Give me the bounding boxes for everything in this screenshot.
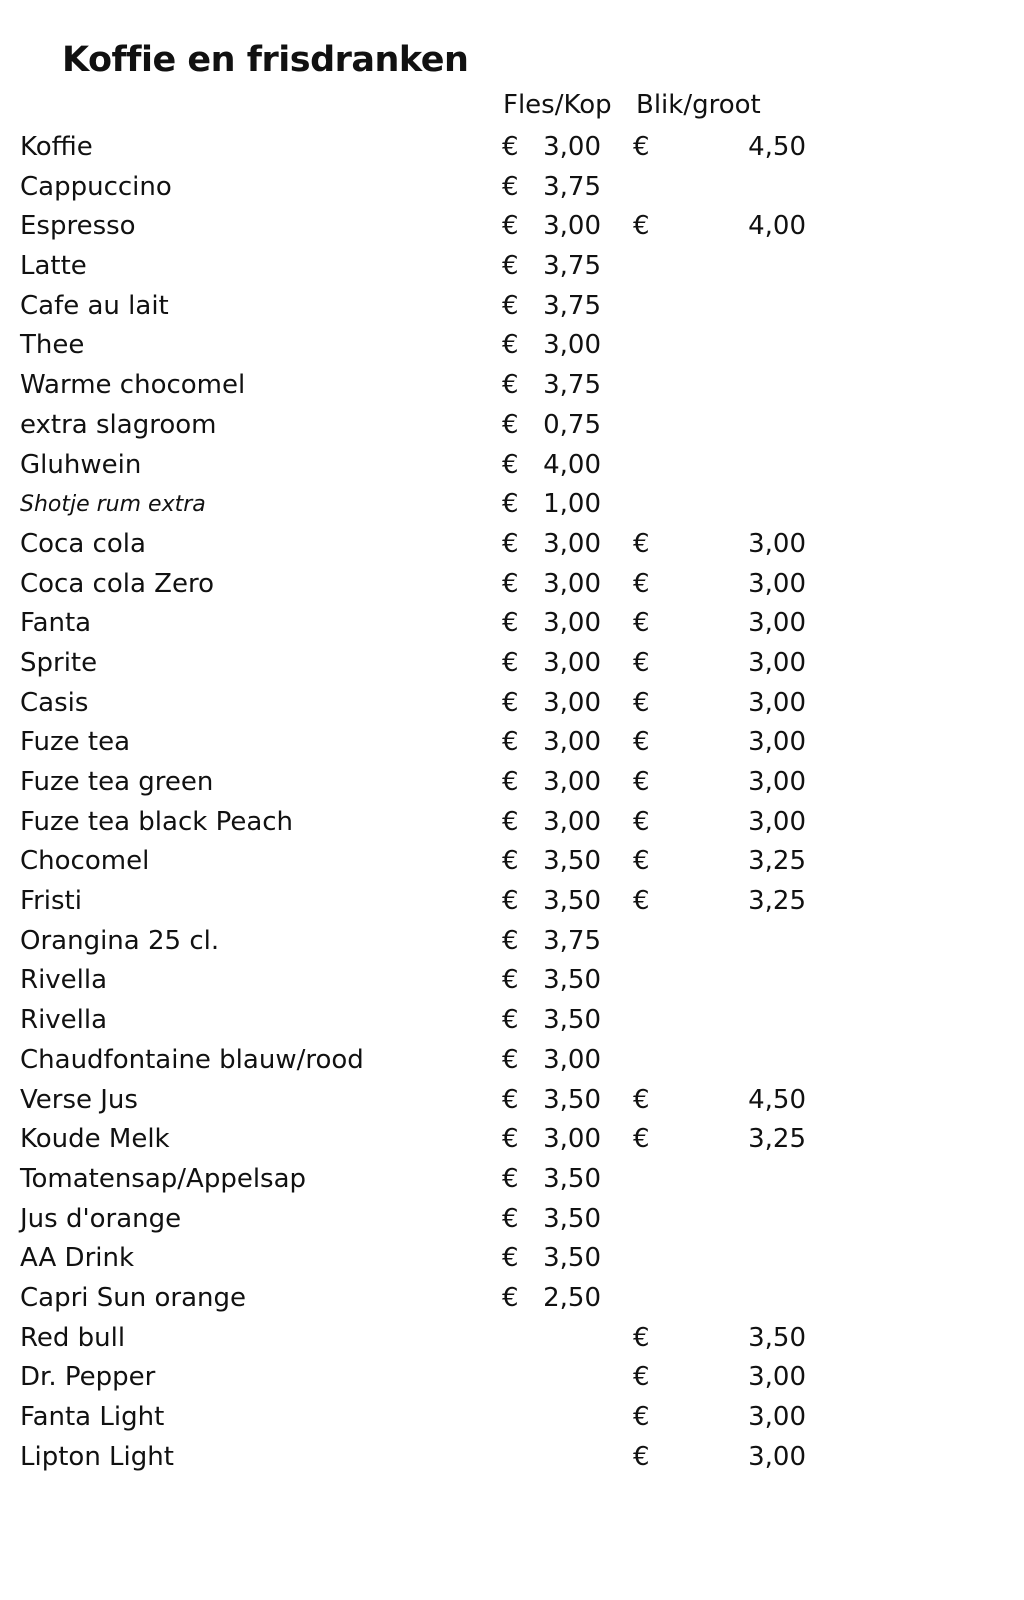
euro-sign: € [633,132,650,162]
euro-sign: € [502,211,519,242]
price-fles-kop: 3,00 [543,608,601,639]
menu-row [0,1438,1024,1478]
price-fles-kop: 3,75 [543,171,601,202]
euro-sign: € [502,251,519,282]
drink-name: Verse Jus [20,1084,138,1115]
euro-sign: € [633,846,650,877]
price-blik-groot: 3,00 [748,767,806,797]
price-fles-kop: 3,75 [543,370,601,401]
drink-name: Chaudfontaine blauw/rood [20,1044,364,1075]
price-blik-groot: 3,00 [748,1362,806,1393]
drink-name: Fanta [20,608,92,639]
euro-sign: € [633,806,650,837]
price-fles-kop: 3,00 [543,568,601,599]
euro-sign: € [502,806,519,837]
euro-sign: € [633,727,650,758]
euro-sign: € [633,886,650,917]
price-fles-kop: 3,75 [543,251,601,282]
price-fles-kop: 3,75 [543,290,601,321]
menu-row [0,287,1024,327]
price-fles-kop: 2,50 [543,1282,601,1313]
euro-sign: € [502,330,519,361]
price-fles-kop: 3,00 [543,330,601,361]
euro-sign: € [633,1084,650,1115]
menu-row [0,922,1024,962]
euro-sign: € [502,1282,519,1313]
menu-row [0,1200,1024,1240]
price-fles-kop: 3,50 [543,1203,601,1234]
euro-sign: € [502,886,519,917]
drink-name: Sprite [20,647,98,678]
euro-sign: € [633,1402,650,1432]
price-blik-groot: 3,00 [748,1441,806,1472]
euro-sign: € [502,409,519,440]
drink-name: Espresso [20,211,136,242]
price-blik-groot: 4,50 [748,132,806,162]
menu-row [0,803,1024,843]
drink-name: Red bull [20,1322,126,1353]
euro-sign: € [633,1124,650,1155]
price-fles-kop: 3,00 [543,132,601,162]
price-blik-groot: 3,25 [748,1124,806,1155]
price-fles-kop: 3,00 [543,1044,601,1075]
euro-sign: € [502,1243,519,1274]
price-fles-kop: 3,50 [543,1005,601,1036]
drink-name: Dr. Pepper [20,1362,156,1393]
menu-row [0,446,1024,486]
menu-row [0,961,1024,1001]
euro-sign: € [633,1441,650,1472]
drink-name: Thee [20,330,85,361]
euro-sign: € [502,568,519,599]
page-title: Koffie en frisdranken [62,40,469,80]
drink-name: Latte [20,251,87,282]
price-fles-kop: 3,00 [543,647,601,678]
euro-sign: € [633,528,650,559]
euro-sign: € [502,965,519,996]
drink-name: Lipton Light [20,1441,174,1472]
drink-name: AA Drink [20,1243,135,1274]
euro-sign: € [633,568,650,599]
drink-name: Fuze tea black Peach [20,806,294,837]
price-fles-kop: 1,00 [543,489,601,520]
menu-row [0,1160,1024,1200]
euro-sign: € [502,1203,519,1234]
menu-row [0,882,1024,922]
euro-sign: € [633,1362,650,1393]
drink-name: Capri Sun orange [20,1282,247,1313]
price-fles-kop: 3,50 [543,846,601,877]
menu-row [0,1120,1024,1160]
drink-name: Rivella [20,965,108,996]
menu-row [0,1239,1024,1279]
euro-sign: € [502,1044,519,1075]
menu-row [0,326,1024,366]
menu-row [0,684,1024,724]
price-blik-groot: 4,50 [748,1084,806,1115]
drink-name: Cafe au lait [20,290,169,321]
price-blik-groot: 3,00 [748,727,806,758]
price-fles-kop: 0,75 [543,409,601,440]
price-blik-groot: 4,00 [748,211,806,242]
euro-sign: € [502,1124,519,1155]
menu-row [0,565,1024,605]
price-fles-kop: 3,00 [543,727,601,758]
euro-sign: € [502,1084,519,1115]
euro-sign: € [633,211,650,242]
drinks-price-list [0,128,1024,1477]
price-fles-kop: 3,50 [543,1084,601,1115]
euro-sign: € [502,767,519,797]
euro-sign: € [502,846,519,877]
euro-sign: € [633,647,650,678]
price-blik-groot: 3,00 [748,608,806,639]
euro-sign: € [502,528,519,559]
euro-sign: € [502,687,519,718]
price-fles-kop: 3,00 [543,806,601,837]
price-fles-kop: 3,00 [543,211,601,242]
euro-sign: € [502,647,519,678]
price-fles-kop: 3,50 [543,965,601,996]
menu-row [0,406,1024,446]
price-blik-groot: 3,25 [748,846,806,877]
price-fles-kop: 3,50 [543,1243,601,1274]
menu-row [0,1081,1024,1121]
euro-sign: € [633,1322,650,1353]
drink-name: Koude Melk [20,1124,170,1155]
menu-row [0,644,1024,684]
menu-row [0,604,1024,644]
price-blik-groot: 3,00 [748,568,806,599]
drink-name: Tomatensap/Appelsap [20,1163,307,1194]
drink-name: Fuze tea green [20,767,214,797]
drink-name: Cappuccino [20,171,172,202]
drink-name: Chocomel [20,846,150,877]
price-blik-groot: 3,50 [748,1322,806,1353]
price-fles-kop: 4,00 [543,449,601,480]
drink-name: Jus d'orange [20,1203,182,1234]
drink-name: Coca cola [20,528,146,559]
drink-name: Warme chocomel [20,370,246,401]
menu-row [0,842,1024,882]
menu-row [0,207,1024,247]
price-fles-kop: 3,50 [543,886,601,917]
euro-sign: € [502,449,519,480]
euro-sign: € [502,608,519,639]
euro-sign: € [633,767,650,797]
euro-sign: € [502,370,519,401]
price-blik-groot: 3,00 [748,1402,806,1432]
euro-sign: € [502,489,519,520]
drink-name: Koffie [20,132,93,162]
drink-name: Shotje rum extra [20,492,206,518]
menu-row [0,485,1024,525]
drink-name: Fristi [20,886,82,917]
price-blik-groot: 3,00 [748,806,806,837]
euro-sign: € [502,925,519,956]
column-header-blik-groot: Blik/groot [636,90,761,120]
menu-row [0,525,1024,565]
menu-row [0,1001,1024,1041]
drink-name: Casis [20,687,89,718]
price-blik-groot: 3,00 [748,687,806,718]
euro-sign: € [502,171,519,202]
price-blik-groot: 3,25 [748,886,806,917]
menu-row [0,168,1024,208]
price-fles-kop: 3,00 [543,528,601,559]
drink-name: extra slagroom [20,409,217,440]
price-fles-kop: 3,00 [543,687,601,718]
drink-name: Fanta Light [20,1402,165,1432]
drink-name: Fuze tea [20,727,131,758]
menu-row [0,366,1024,406]
menu-row [0,723,1024,763]
price-blik-groot: 3,00 [748,647,806,678]
euro-sign: € [502,132,519,162]
price-fles-kop: 3,75 [543,925,601,956]
drink-name: Gluhwein [20,449,142,480]
menu-row [0,1398,1024,1438]
menu-row [0,128,1024,168]
euro-sign: € [502,1163,519,1194]
menu-row [0,1358,1024,1398]
column-header-fles-kop: Fles/Kop [503,90,612,120]
menu-row [0,1319,1024,1359]
price-fles-kop: 3,00 [543,767,601,797]
menu-row [0,1279,1024,1319]
euro-sign: € [633,687,650,718]
menu-row [0,1041,1024,1081]
euro-sign: € [502,727,519,758]
price-blik-groot: 3,00 [748,528,806,559]
menu-row [0,247,1024,287]
menu-row [0,763,1024,803]
drink-name: Rivella [20,1005,108,1036]
drink-name: Orangina 25 cl. [20,925,220,956]
price-fles-kop: 3,50 [543,1163,601,1194]
euro-sign: € [633,608,650,639]
euro-sign: € [502,290,519,321]
price-fles-kop: 3,00 [543,1124,601,1155]
euro-sign: € [502,1005,519,1036]
drink-name: Coca cola Zero [20,568,215,599]
